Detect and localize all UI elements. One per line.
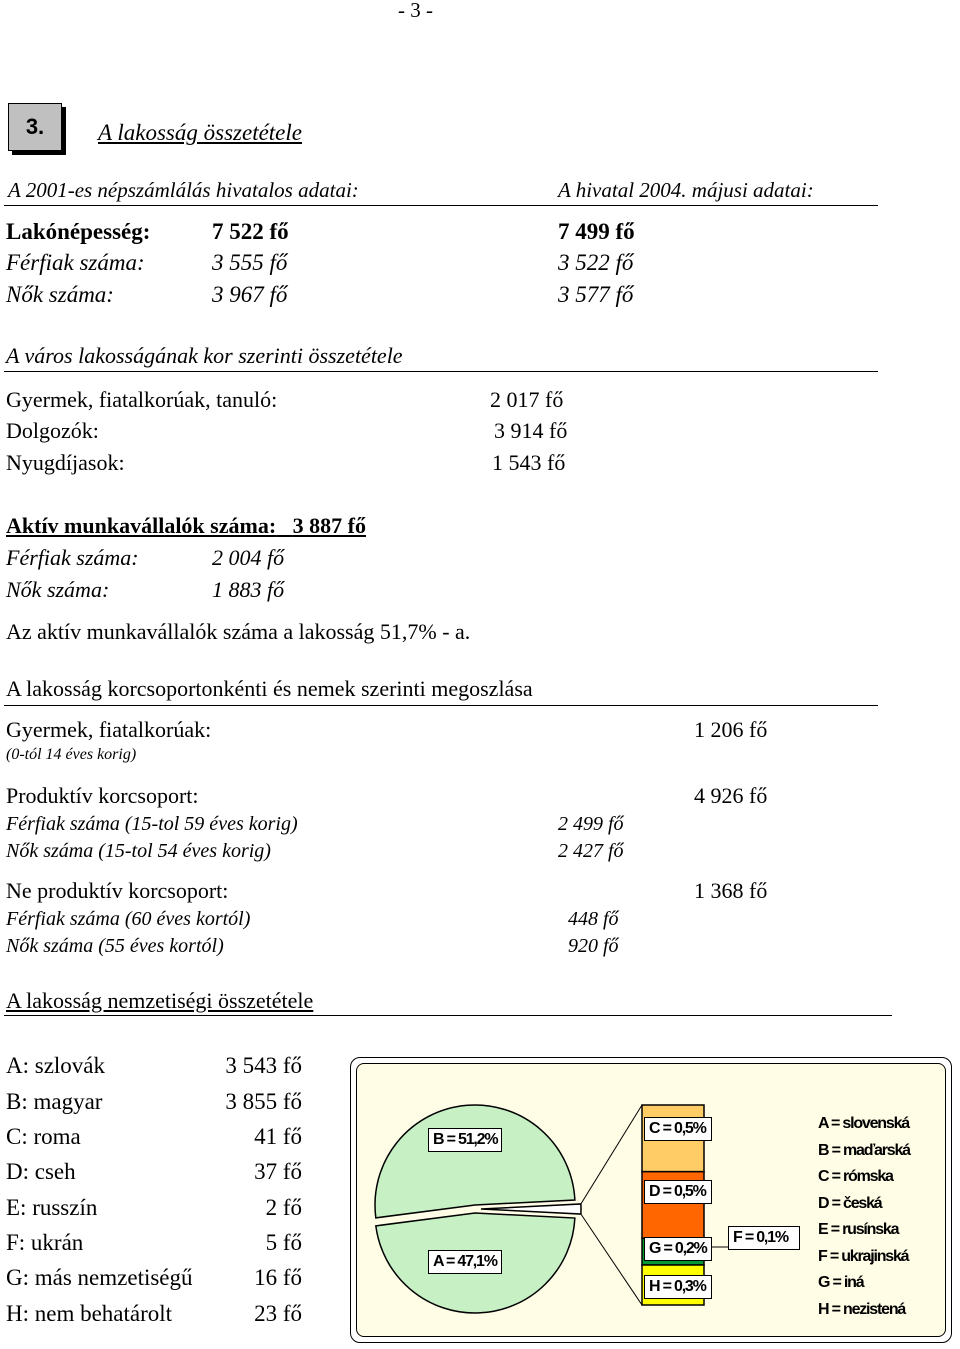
- age-rule: [4, 371, 878, 372]
- nationality-label: H: nem behatárolt: [6, 1301, 173, 1326]
- active-note: Az aktív munkavállalók száma a lakosság 51,7% - a.: [6, 619, 471, 644]
- nationality-label: A: szlovák: [6, 1053, 106, 1078]
- nationality-value: 3 543 fő: [225, 1053, 302, 1078]
- distribution-rule: [4, 705, 878, 706]
- census-label: Férfiak száma:: [6, 250, 145, 275]
- nonproductive-row-label: Férfiak száma (60 éves kortól): [6, 908, 251, 930]
- census-rule: [4, 205, 878, 206]
- nationality-label: B: magyar: [6, 1089, 103, 1114]
- census-value-2004: 3 522 fő: [558, 250, 634, 275]
- nationality-label: G: más nemzetiségű: [6, 1265, 193, 1290]
- slice-label-g: G = 0,2%: [644, 1237, 712, 1261]
- productive-label: Produktív korcsoport:: [6, 783, 199, 808]
- connector-line-bottom: [581, 1214, 642, 1305]
- slice-label-f: F = 0,1%: [728, 1226, 800, 1250]
- productive-total: 4 926 fő: [694, 783, 768, 808]
- census-value-2001: 3 967 fő: [212, 282, 288, 307]
- nonproductive-row-value: 448 fő: [568, 908, 619, 930]
- age-value: 3 914 fő: [494, 418, 568, 443]
- legend-item: F = ukrajinská: [818, 1247, 909, 1265]
- nationality-value: 2 fő: [265, 1195, 302, 1220]
- legend-item: C = rómska: [818, 1168, 893, 1185]
- nonproductive-row-label: Nők száma (55 éves kortól): [6, 935, 224, 957]
- census-label: Lakónépesség:: [6, 219, 151, 244]
- slice-label-d: D = 0,5%: [644, 1180, 712, 1204]
- census-value-2001: 7 522 fő: [212, 219, 289, 244]
- nationality-value: 37 fő: [254, 1159, 302, 1184]
- census-value-2001: 3 555 fő: [212, 250, 288, 275]
- nationality-label: E: russzín: [6, 1195, 98, 1220]
- age-heading: A város lakosságának kor szerinti összetétele: [6, 343, 403, 368]
- nationality-rule: [4, 1015, 892, 1016]
- age-value: 1 543 fő: [492, 450, 566, 475]
- age-label: Nyugdíjasok:: [6, 450, 125, 475]
- nationality-value: 16 fő: [254, 1265, 302, 1290]
- legend-item: A = slovenská: [818, 1115, 909, 1132]
- nationality-heading: [6, 988, 313, 1014]
- nationality-label: D: cseh: [6, 1159, 76, 1184]
- productive-row-value: 2 499 fő: [558, 813, 624, 835]
- census-header-2004: A hivatal 2004. májusi adatai:: [558, 178, 814, 202]
- nonproductive-total: 1 368 fő: [694, 878, 768, 903]
- section-title: A lakosság összetétele: [98, 120, 302, 145]
- slice-label-a: A = 47,1%: [428, 1250, 502, 1274]
- nationality-value: 23 fő: [254, 1301, 302, 1326]
- legend-item: D = česká: [818, 1194, 882, 1212]
- children-label: Gyermek, fiatalkorúak:: [6, 717, 212, 742]
- nationality-value: 41 fő: [254, 1124, 302, 1149]
- legend-item: B = maďarská: [818, 1141, 910, 1159]
- nationality-chart: [350, 1057, 952, 1343]
- active-value: 1 883 fő: [212, 577, 285, 602]
- active-label: Nők száma:: [6, 577, 110, 602]
- children-sub: (0-tól 14 éves korig): [6, 746, 137, 763]
- active-heading: [6, 513, 366, 539]
- active-heading-label: Aktív munkavállalók száma:: [6, 513, 277, 538]
- census-value-2004: 7 499 fő: [558, 219, 635, 244]
- slice-label-c: C = 0,5%: [644, 1117, 712, 1141]
- legend-item: E = rusínska: [818, 1221, 899, 1238]
- census-header-2001: A 2001-es népszámlálás hivatalos adatai:: [8, 178, 359, 202]
- active-label: Férfiak száma:: [6, 545, 139, 570]
- active-value: 2 004 fő: [212, 545, 285, 570]
- nationality-label: C: roma: [6, 1124, 81, 1149]
- nationality-heading-text: A lakosság nemzetiségi összetétele: [6, 988, 314, 1013]
- productive-row-label: Férfiak száma (15-tol 59 éves korig): [6, 813, 298, 835]
- nationality-label: F: ukrán: [6, 1230, 84, 1255]
- age-value: 2 017 fő: [490, 387, 564, 412]
- slice-label-b: B = 51,2%: [428, 1128, 502, 1152]
- census-label: Nők száma:: [6, 282, 114, 307]
- productive-row-value: 2 427 fő: [558, 840, 624, 862]
- connector-line-top: [581, 1105, 642, 1204]
- age-label: Dolgozók:: [6, 418, 99, 443]
- distribution-heading: A lakosság korcsoportonkénti és nemek szerinti megoszlása: [6, 676, 533, 701]
- age-label: Gyermek, fiatalkorúak, tanuló:: [6, 387, 278, 412]
- page-number: - 3 -: [398, 0, 433, 22]
- chart-legend: [818, 1111, 910, 1323]
- pie-slice-b: [375, 1105, 575, 1218]
- active-total: 3 887 fő: [292, 513, 366, 538]
- section-number: 3.: [25, 114, 45, 139]
- nationality-value: 5 fő: [265, 1230, 302, 1255]
- legend-item: H = nezistená: [818, 1300, 906, 1318]
- section-number-box: [8, 103, 62, 151]
- census-value-2004: 3 577 fő: [558, 282, 634, 307]
- pie-slice-other: [481, 1204, 581, 1214]
- nonproductive-row-value: 920 fő: [568, 935, 619, 957]
- nonproductive-label: Ne produktív korcsoport:: [6, 878, 229, 903]
- children-total: 1 206 fő: [694, 717, 768, 742]
- productive-row-label: Nők száma (15-tol 54 éves korig): [6, 840, 271, 862]
- slice-label-h: H = 0,3%: [644, 1275, 712, 1299]
- nationality-value: 3 855 fő: [225, 1089, 302, 1114]
- legend-item: G = iná: [818, 1274, 864, 1291]
